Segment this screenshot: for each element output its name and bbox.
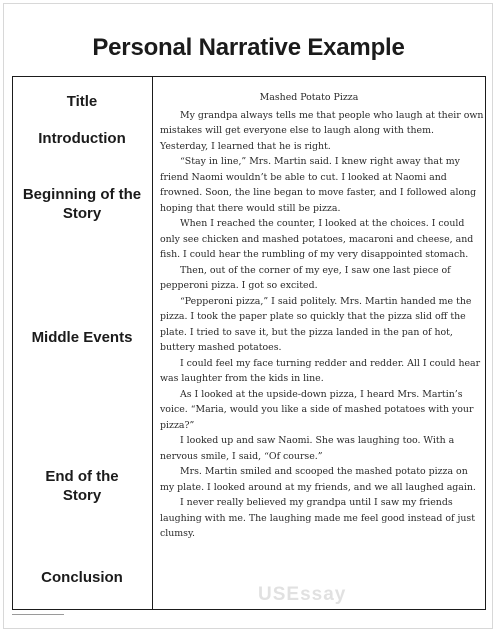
story-paragraph: When I reached the counter, I looked at the choices. I could only see chicken and mashed potatoes, macaroni and cheese, and fish. I could hear the rumbling of my very disappointed stomach. [160,218,474,260]
story-paragraph: My grandpa always tells me that people who laugh at their own mistakes will get everyone else to laugh along with them. Yesterday, I learned that he is right. [160,109,484,152]
label-conclusion: Conclusion [41,569,123,586]
story-text [160,90,484,542]
story-paragraph: I never really believed my grandpa until I saw my friends laughing with me. The laughing made me feel good instead of just clumsy. [160,497,475,539]
label-beginning: Beginning of the Story [22,186,142,222]
story-paragraph: Then, out of the corner of my eye, I saw one last piece of pepperoni pizza. I got so excited. [160,264,451,291]
label-introduction: Introduction [38,130,126,147]
story-paragraph: “Pepperoni pizza,” I said politely. Mrs. Martin handed me the pizza. I took the paper plate so quickly that the pizza slid off the plate. I tried to save it, but the pizza landed in the pan of hot, buttery mashed potatoes. [160,295,472,353]
label-end: End of the Story [45,468,119,504]
story-paragraph: “Stay in line,” Mrs. Martin said. I knew right away that my friend Naomi wouldn’t be able to cut. I looked at Naomi and frowned. Soon, the line began to move faster, and I followed along hoping that there would still be pizza. [160,156,477,214]
column-divider [152,76,153,610]
page-title: Personal Narrative Example [92,34,405,61]
bottom-rule [12,614,64,615]
story-title: Mashed Potato Pizza [259,92,359,103]
label-middle-events: Middle Events [31,329,133,346]
story-paragraph: I looked up and saw Naomi. She was laughing too. With a nervous smile, I said, “Of course.” [160,435,455,462]
story-paragraph: Mrs. Martin smiled and scooped the mashed potato pizza on my plate. I looked around at my friends, and we all laughed again. [160,466,476,493]
story-paragraph: I could feel my face turning redder and redder. All I could hear was laughter from the kids in line. [160,357,481,384]
story-paragraph: As I looked at the upside-down pizza, I heard Mrs. Martin’s voice. “Maria, would you like a side of mashed potatoes with your pizza?” [160,388,474,431]
label-title: Title [66,93,98,110]
watermark: USEssay [258,584,347,605]
